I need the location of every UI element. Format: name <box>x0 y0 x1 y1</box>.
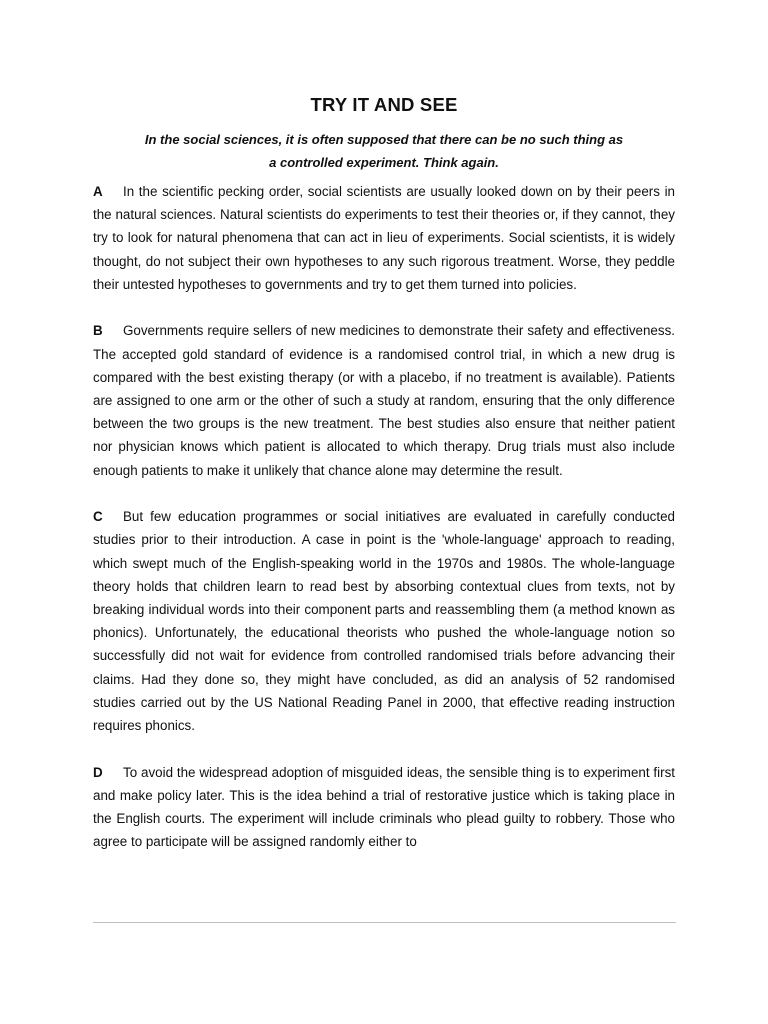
paragraph-text: Governments require sellers of new medicines to demonstrate their safety and effectiveness. The accepted gold standard of evidence is a randomised control trial, in which a new drug is compared with the best existing therapy (or with a placebo, if no treatment is available). Patients are assigned to one arm or the other of such a study at random, ensuring that the only difference between the two groups is the new treatment. The best studies also ensure that neither patient nor physician knows which patient is allocated to which therapy. Drug trials must also include enough patients to make it unlikely that chance alone may determine the result. <box>93 323 675 478</box>
article-title: TRY IT AND SEE <box>310 94 458 115</box>
article-subtitle: In the social sciences, it is often supposed that there can be no such thing as a controlled experiment. Think again. <box>144 132 624 170</box>
paragraph-letter: A <box>93 184 103 199</box>
paragraph-letter: D <box>93 764 103 780</box>
document-page <box>93 92 675 924</box>
paragraph-text: In the scientific pecking order, social scientists are usually looked down on by their peers in the natural sciences. Natural scientists do experiments to test their theories or, if they cannot, they try to look for natural phenomena that can act in lieu of experiments. Social scientists, it is widely thought, do not subject their own hypotheses to any such rigorous treatment. Worse, they peddle their untested hypotheses to governments and try to get them turned into policies. <box>93 184 675 292</box>
page-bottom-divider <box>93 922 676 923</box>
paragraph-letter: B <box>93 323 103 339</box>
paragraph-letter: C <box>93 509 103 525</box>
paragraph-d <box>93 761 675 854</box>
paragraph-b <box>93 319 675 481</box>
paragraph-a <box>93 180 675 296</box>
paragraph-text: But few education programmes or social initiatives are evaluated in carefully conducted studies prior to their introduction. A case in point is the 'whole-language' approach to reading, which swept much of the English-speaking world in the 1970s and 1980s. The whole-language theory holds that children learn to read best by absorbing contextual clues from texts, not by breaking individual words into their component parts and reassembling them (a method known as phonics). Unfortunately, the educational theorists who pushed the whole-language notion so successfully did not wait for evidence from controlled randomised trials before advancing their claims. Had they done so, they might have concluded, as did an analysis of 52 randomised studies carried out by the US National Reading Panel in 2000, that effective reading instruction requires phonics. <box>93 509 675 734</box>
paragraph-text: To avoid the widespread adoption of misguided ideas, the sensible thing is to experiment first and make policy later. This is the idea behind a trial of restorative justice which is taking place in the English courts. The experiment will include criminals who plead guilty to robbery. Those who agree to participate will be assigned randomly either to <box>93 764 675 850</box>
paragraph-c <box>93 505 675 737</box>
